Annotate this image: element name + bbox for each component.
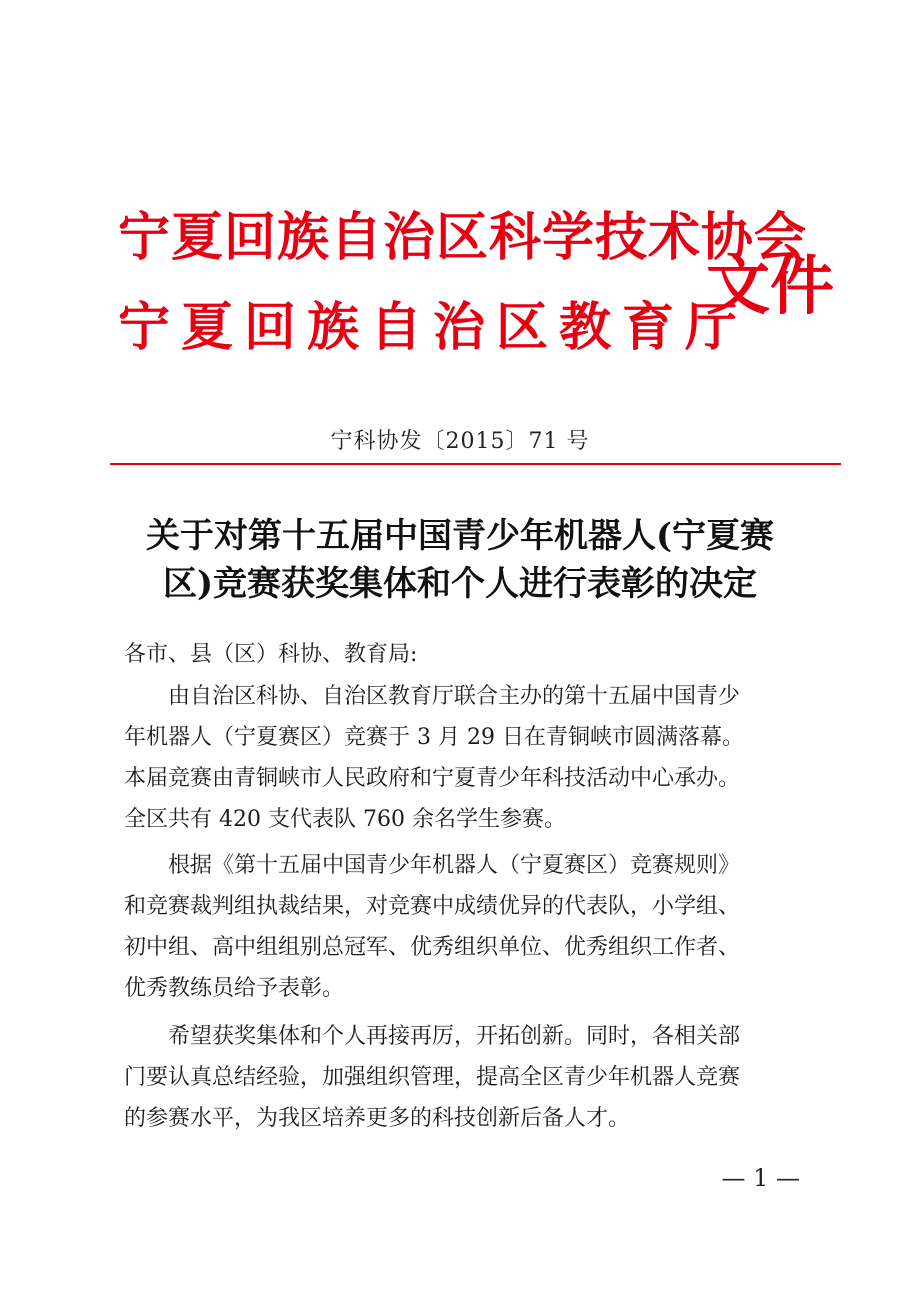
- document-title-line: 关于对第十五届中国青少年机器人(宁夏赛: [145, 516, 775, 556]
- paragraph-3: [124, 1016, 814, 1139]
- red-divider-line: [110, 463, 841, 465]
- paragraph-line: 希望获奖集体和个人再接再厉，开拓创新。同时，各相关部: [168, 1024, 741, 1049]
- issuing-org-science-association: 宁夏回族自治区科学技术协会: [118, 207, 808, 268]
- paragraph-line: 全区共有 420 支代表队 760 余名学生参赛。: [124, 807, 566, 832]
- paragraph-line: 由自治区科协、自治区教育厅联合主办的第十五届中国青少: [168, 684, 741, 709]
- paragraph-line: 本届竞赛由青铜峡市人民政府和宁夏青少年科技活动中心承办。: [124, 766, 741, 791]
- paragraph-line: 根据《第十五届中国青少年机器人（宁夏赛区）竞赛规则》: [168, 853, 741, 878]
- document-title-line: 区)竞赛获奖集体和个人进行表彰的决定: [162, 564, 758, 604]
- paragraph-2: [124, 845, 814, 1009]
- paragraph-line: 门要认真总结经验，加强组织管理，提高全区青少年机器人竞赛: [124, 1065, 741, 1090]
- paragraph-line: 初中组、高中组组别总冠军、优秀组织单位、优秀组织工作者、: [124, 935, 741, 960]
- paragraph-line: 和竞赛裁判组执裁结果，对竞赛中成绩优异的代表队，小学组、: [124, 894, 741, 919]
- paragraph-1: [124, 676, 814, 840]
- document-number: 宁科协发〔2015〕71 号: [330, 429, 590, 454]
- document-type-label: 文件: [706, 249, 834, 324]
- paragraph-line: 优秀教练员给予表彰。: [124, 976, 345, 1001]
- document-title: [100, 512, 820, 608]
- issuing-org-education-department: 宁夏回族自治区教育厅: [118, 297, 749, 358]
- page-number: — 1 —: [721, 1164, 800, 1192]
- paragraph-line: 年机器人（宁夏赛区）竞赛于 3 月 29 日在青铜峡市圆满落幕。: [124, 725, 744, 750]
- paragraph-line: 的参赛水平，为我区培养更多的科技创新后备人才。: [124, 1106, 631, 1131]
- salutation: 各市、县（区）科协、教育局:: [124, 642, 418, 667]
